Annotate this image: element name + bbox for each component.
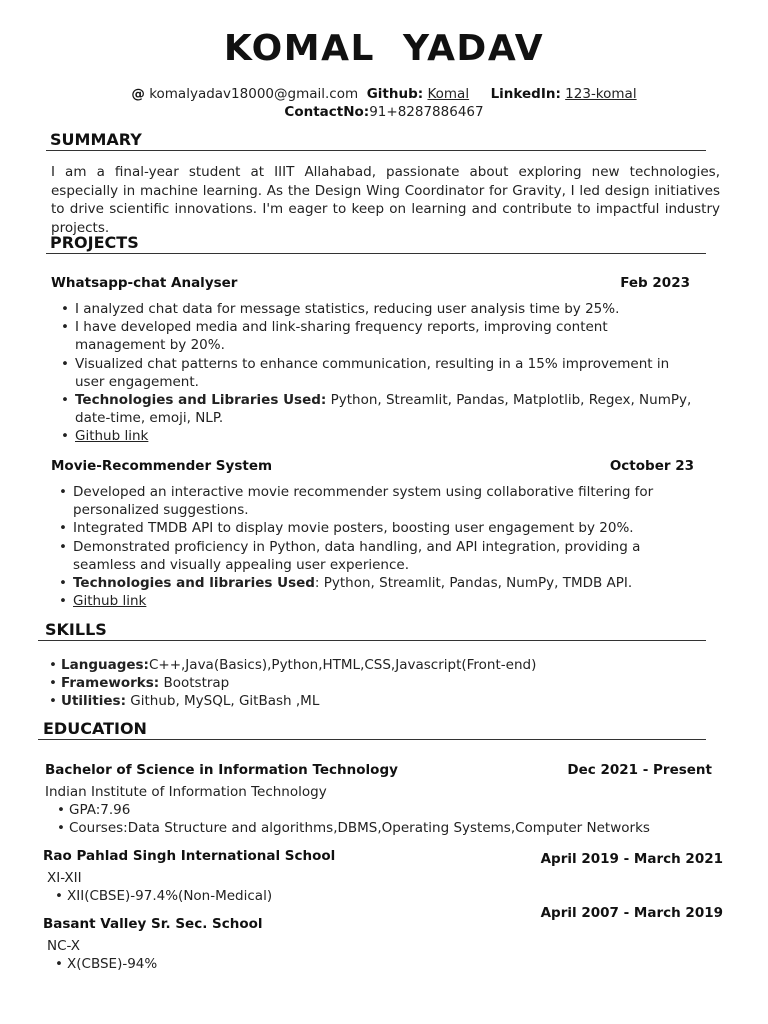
contact-line [0,86,768,102]
list-item: • Developed an interactive movie recommender system using collaborative filtering for personalized suggestions. [49,483,699,519]
list-item: • Courses:Data Structure and algorithms,DBMS,Operating Systems,Computer Networks [52,819,712,837]
education-date: Dec 2021 - Present [567,762,712,778]
list-item [49,592,699,610]
education-divider [38,739,706,740]
github-label: Github: [366,86,424,102]
list-item [44,674,704,692]
candidate-name: KOMAL YADAV [223,28,545,69]
education-institution: XI-XII [47,870,82,886]
summary-divider [46,150,706,151]
tech-label: Technologies and Libraries Used: [75,392,327,409]
education-degree: Basant Valley Sr. Sec. School [43,916,263,932]
list-item [51,427,701,445]
github-project-link[interactable]: Github link [73,593,147,610]
tech-value: : Python, Streamlit, Pandas, NumPy, TMDB API. [314,575,633,592]
projects-heading: PROJECTS [50,233,139,252]
education-bullets [50,887,710,905]
education-heading: EDUCATION [43,719,147,738]
project-bullets [49,483,699,610]
list-item: • Integrated TMDB API to display movie posters, boosting user engagement by 20%. [49,519,699,537]
list-item: • Demonstrated proficiency in Python, data handling, and API integration, providing a seamless and visually appealing user experience. [49,538,699,574]
linkedin-label: LinkedIn: [490,86,561,102]
list-item [44,656,704,674]
list-item: • GPA:7.96 [52,801,712,819]
skill-label: Languages: [61,657,149,673]
education-date: April 2019 - March 2021 [540,851,723,867]
list-item [51,391,701,427]
education-degree: Bachelor of Science in Information Technology [45,762,398,778]
contact-label: ContactNo: [284,104,370,120]
email-text[interactable]: komalyadav18000@gmail.com [149,86,359,102]
github-link[interactable]: Komal [427,86,470,102]
phone-line [0,104,768,120]
list-item: • I analyzed chat data for message statistics, reducing user analysis time by 25%. [51,300,701,318]
skill-value: Bootstrap [159,675,230,692]
email-at-icon: @ [131,86,145,102]
tech-label: Technologies and libraries Used [73,575,315,592]
education-bullets [50,955,710,973]
summary-text: I am a final-year student at IIIT Allahabad, passionate about exploring new technologies, especially in machine learning. As the Design Wing Coordinator for Gravity, I led design initiatives to drive scientific innovations. I'm eager to keep on learning and contribute to impactful industry projects. [51,164,720,236]
github-project-link[interactable]: Github link [75,428,149,445]
list-item: • XII(CBSE)-97.4%(Non-Medical) [50,887,710,905]
education-date: April 2007 - March 2019 [540,905,723,921]
skill-label: Frameworks: [61,675,160,692]
list-item [49,574,699,592]
education-institution: NC-X [47,938,80,954]
project-bullets [51,300,701,446]
skills-heading: SKILLS [45,620,107,639]
summary-heading: SUMMARY [50,130,142,149]
project-date: Feb 2023 [620,275,690,291]
project-date: October 23 [609,458,694,474]
linkedin-link[interactable]: 123-komal [565,86,637,102]
education-degree: Rao Pahlad Singh International School [43,848,336,864]
skill-label: Utilities: [61,693,126,710]
projects-divider [46,253,706,254]
education-institution: Indian Institute of Information Technology [45,784,327,800]
project-title: Movie-Recommender System [51,458,273,474]
list-item: • I have developed media and link-sharing frequency reports, improving content management by 20%. [51,318,701,354]
skills-divider [38,640,706,641]
list-item [44,692,704,710]
education-bullets [52,801,712,837]
skill-value: C++,Java(Basics),Python,HTML,CSS,Javascript(Front-end) [148,657,537,673]
project-title: Whatsapp-chat Analyser [51,275,238,291]
tech-value: Python, Streamlit, Pandas, Matplotlib, Regex, NumPy, date-time, emoji, NLP. [75,392,692,427]
skill-value: Github, MySQL, GitBash ,ML [125,693,320,710]
list-item: • Visualized chat patterns to enhance communication, resulting in a 15% improvement in user engagement. [51,355,701,391]
skills-list [44,656,704,711]
contact-value: 91+8287886467 [369,104,484,120]
list-item: • X(CBSE)-94% [50,955,710,973]
